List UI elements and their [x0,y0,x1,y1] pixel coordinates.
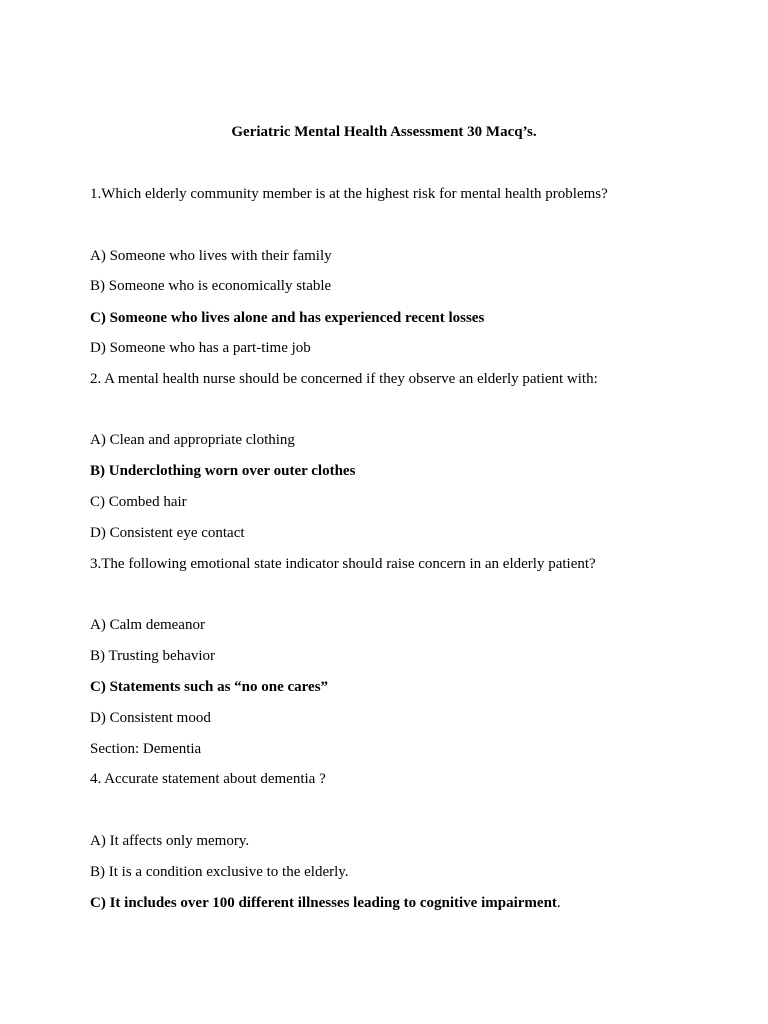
question-2-option-d: D) Consistent eye contact [90,525,245,541]
question-2-text: 2. A mental health nurse should be concerned if they observe an elderly patient with: [90,371,598,387]
question-1-option-a: A) Someone who lives with their family [90,248,332,264]
question-4-option-c-answer [90,894,561,912]
question-3-option-b: B) Trusting behavior [90,648,216,664]
question-1-option-b: B) Someone who is economically stable [90,278,332,294]
question-3-text: 3.The following emotional state indicator should raise concern in an elderly patient? [90,556,596,572]
question-2-option-c: C) Combed hair [90,494,187,510]
question-3-option-c-answer: C) Statements such as “no one cares” [90,679,329,695]
question-2-option-b-answer: B) Underclothing worn over outer clothes [90,463,356,479]
section-heading: Section: Dementia [90,741,202,757]
question-4-option-b: B) It is a condition exclusive to the elderly. [90,864,349,880]
question-2-option-a: A) Clean and appropriate clothing [90,432,295,448]
question-4-option-a: A) It affects only memory. [90,833,250,849]
question-1-option-d: D) Someone who has a part-time job [90,340,311,356]
question-1-text: 1.Which elderly community member is at the highest risk for mental health problems? [90,186,608,202]
question-1-option-c-answer: C) Someone who lives alone and has experienced recent losses [90,310,485,326]
question-3-option-a: A) Calm demeanor [90,617,205,633]
question-4-option-c-text: C) It includes over 100 different illnesses leading to cognitive impairment [90,895,557,911]
question-4-option-c-period: . [556,895,561,911]
question-3-option-d: D) Consistent mood [90,710,211,726]
question-4-text: 4. Accurate statement about dementia ? [90,771,326,787]
document-title: Geriatric Mental Health Assessment 30 Macq’s. [231,124,537,140]
